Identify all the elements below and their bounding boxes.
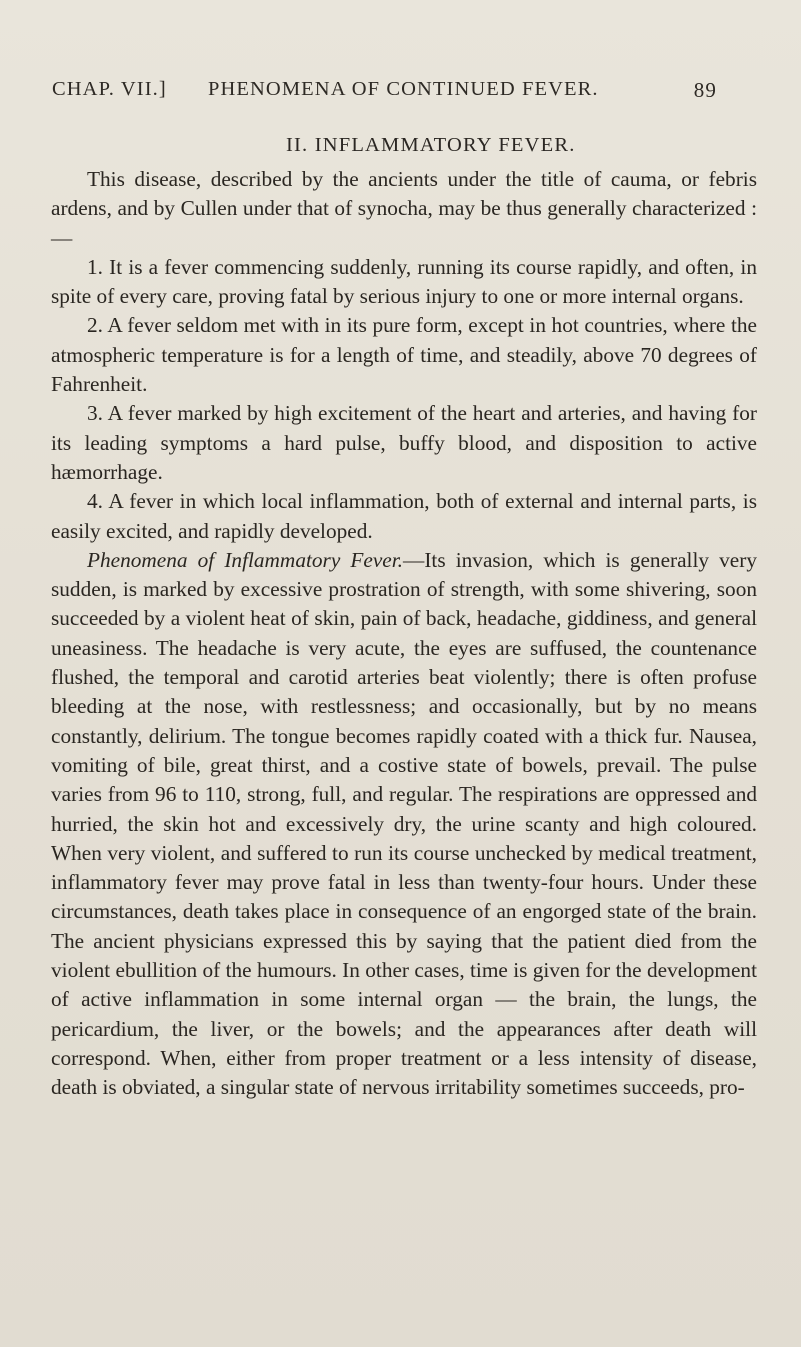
paragraph-phenomena [51, 546, 757, 1103]
phenomena-heading: Phenomena of Inflammatory Fever. [87, 547, 404, 572]
chapter-label: CHAP. VII.] [52, 78, 167, 100]
page-number: 89 [693, 78, 717, 102]
paragraph-point-3: 3. A fever marked by high excitement of the heart and arteries, and having for its leading symptoms a hard pulse, buffy blood, and disposition to active hæmorrhage. [51, 401, 757, 484]
running-head [52, 78, 717, 102]
paragraph-point-4: 4. A fever in which local inflammation, both of external and internal parts, is easily excited, and rapidly developed. [51, 489, 757, 543]
paragraph-point-2: 2. A fever seldom met with in its pure form, except in hot countries, where the atmospheric temperature is for a length of time, and steadily, above 70 degrees of Fahrenheit. [51, 313, 757, 397]
paragraph-intro: This disease, described by the ancients under the title of cauma, or febris ardens, and by Cullen under that of synocha, may be thus generally characterized :— [51, 167, 757, 250]
running-title: PHENOMENA OF CONTINUED FEVER. [208, 78, 599, 100]
paragraph-point-1: 1. It is a fever commencing suddenly, running its course rapidly, and often, in spite of every care, proving fatal by serious injury to one or more internal organs. [51, 254, 757, 309]
phenomena-text: —Its invasion, which is generally very sudden, is marked by excessive prostration of strength, with some shivering, soon succeeded by a violent heat of skin, pain of back, headache, giddiness, and general uneasiness. The headache is very acute, the eyes are suffused, the countenance flushed, the temporal and carotid arteries beat violently; there is often profuse bleeding at the nose, with restlessness; and occasionally, but by no means constantly, delirium. The tongue becomes rapidly coated with a thick fur. Nausea, vomiting of bile, great thirst, and a costive state of bowels, prevail. The pulse varies from 96 to 110, strong, full, and regular. The respirations are oppressed and hurried, the skin hot and excessively dry, the urine scanty and high coloured. When very violent, and suffered to run its course unchecked by medical treatment, inflammatory fever may prove fatal in less than twenty-four hours. Under these circumstances, death takes place in consequence of an engorged state of the brain. The ancient physicians expressed this by saying that the patient died from the violent ebullition of the humours. In other cases, time is given for the development of active inflammation in some internal organ — the brain, the lungs, the pericardium, the liver, or the bowels; and the appearances after death will correspond. When, either from proper treatment or a less intensity of disease, death is obviated, a singular state of nervous irritability sometimes succeeds, pro- [51, 547, 757, 1100]
body-text [51, 165, 757, 1103]
section-title: II. INFLAMMATORY FEVER. [286, 134, 576, 156]
